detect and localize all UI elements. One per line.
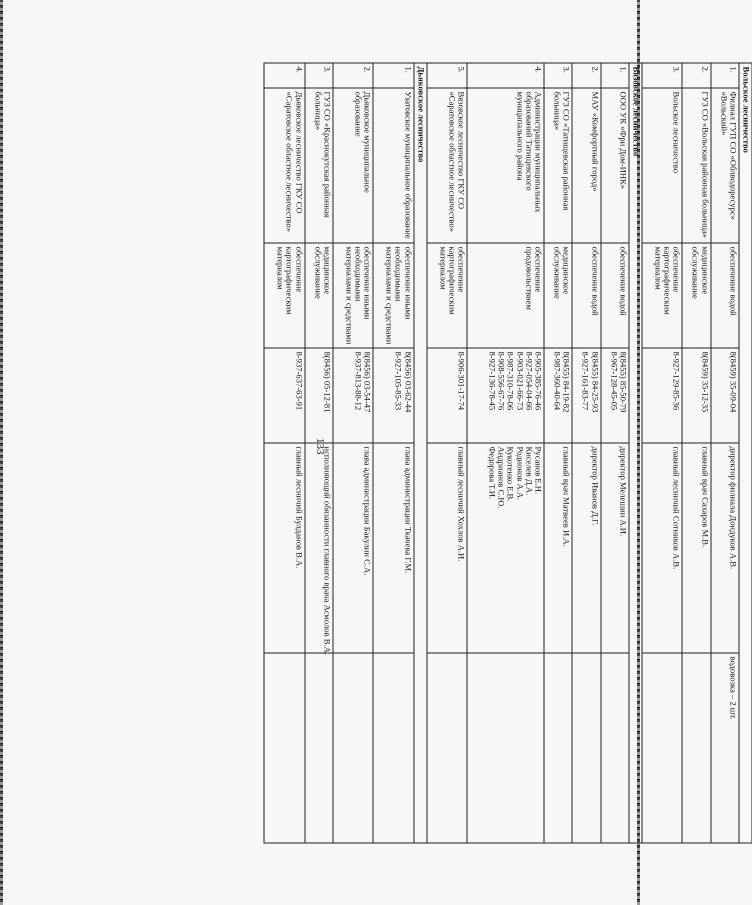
responsible-person: главный лесничий Сотников А.В. <box>671 446 682 570</box>
responsible-person: глава администрации Ткачева Г.М. <box>402 446 413 574</box>
phone-number: 8(8456) 05-12-81 <box>321 351 332 413</box>
responsible-person: директор филиала Дондуков А.В. <box>728 446 738 570</box>
row-number: 5. <box>426 63 466 88</box>
table-row <box>544 63 572 843</box>
page-number: 133 <box>314 438 326 455</box>
responsible-person: Федорова Т.И. <box>486 446 497 500</box>
phone-number: 8(8459) 35-09-04 <box>728 351 738 413</box>
responsible-person-cell <box>426 443 466 653</box>
phone-number: 8-903-021-66-73 <box>514 351 525 411</box>
service-cell: медицинское обслуживание <box>682 243 710 348</box>
phone-cell <box>304 348 332 443</box>
table-row <box>467 63 544 843</box>
responsible-person-cell <box>467 443 544 653</box>
service-cell: обеспечение продовольствием <box>467 243 544 348</box>
phone-number: 8-927-105-85-33 <box>393 351 404 411</box>
table-row <box>332 63 372 843</box>
phone-number: 8-927-161-83-77 <box>580 351 591 411</box>
organization-cell: ГУЗ СО «Краснокутская районная больница» <box>304 88 332 243</box>
responsible-person: главный врач Сахаров М.В. <box>699 446 710 548</box>
phone-cell <box>426 348 466 443</box>
organization-cell: Вольское лесничество <box>641 88 681 243</box>
phone-number: 8(8455) 84-25-93 <box>589 351 600 413</box>
section-title-cell <box>628 63 641 843</box>
organization-cell: Дьяковское муниципальное образование <box>332 88 372 243</box>
responsible-person-cell <box>572 443 600 653</box>
responsible-person: исполняющий обязанности главного врача Асмолов В.А. <box>321 446 332 656</box>
phone-number: 8-906-301-17-74 <box>456 351 467 411</box>
phone-cell <box>682 348 710 443</box>
organization-cell: ГУЗ СО «Вольская районная больница» <box>682 88 710 243</box>
responsible-person-cell <box>373 443 413 653</box>
service-cell: обеспечение водой <box>600 243 628 348</box>
responsible-person: директор Мелешин А.И. <box>617 446 628 537</box>
responsible-person: директор Иванов Д.Г. <box>589 446 600 526</box>
organization-cell: ГУЗ СО «Татищевская районная больница» <box>544 88 572 243</box>
phone-number: 8(8456) 03-54-47 <box>362 351 373 413</box>
responsible-person: главный врач Матвеев И.А. <box>561 446 572 547</box>
phone-cell <box>600 348 628 443</box>
phone-number: 8-927-136-78-45 <box>486 351 497 411</box>
phone-number: 8-927-054-04-66 <box>523 351 534 411</box>
service-cell: медицинское обслуживание <box>304 243 332 348</box>
responsible-person: Андрианов С.Ю. <box>496 446 507 509</box>
responsible-person: Родионов А.А. <box>514 446 525 501</box>
table-row <box>572 63 600 843</box>
section-title: Вязовское лесничество <box>630 66 641 157</box>
equipment-cell <box>426 653 466 843</box>
row-number: 4. <box>467 63 544 88</box>
responsible-person-cell <box>600 443 628 653</box>
row-number: 4. <box>264 63 305 88</box>
rotated-table-container <box>263 63 752 843</box>
phone-number: 8-937-813-88-12 <box>352 351 363 411</box>
section-header-row <box>739 63 752 843</box>
table-row <box>682 63 710 843</box>
scan-edge-left <box>0 0 3 905</box>
phone-cell <box>467 348 544 443</box>
responsible-person-cell <box>682 443 710 653</box>
organization-cell: Дьяковское лесничество ГКУ СО «Саратовское областное лесничество» <box>264 88 305 243</box>
responsible-person: Русанов Е.Н. <box>533 446 544 495</box>
equipment-cell <box>373 653 413 843</box>
equipment-cell <box>304 653 332 843</box>
responsible-person-cell <box>264 443 305 653</box>
phone-number: 8-987-310-78-06 <box>505 351 516 411</box>
table-row <box>304 63 332 843</box>
section-header-row <box>628 63 641 843</box>
organization-cell: МАУ «Комфортный город» <box>572 88 600 243</box>
responsible-person: главный лесничий Булданов В.А. <box>293 446 304 569</box>
responsible-person: Киселев Д.А. <box>523 446 534 496</box>
equipment-cell <box>572 653 600 843</box>
phone-number: 8(8455) 84-19-82 <box>561 351 572 413</box>
section-header-row <box>413 63 426 843</box>
service-cell: обеспечение иными необходимыми материалами и средствами <box>332 243 372 348</box>
phone-number: 8-905-385-76-46 <box>533 351 544 411</box>
row-number: 2. <box>332 63 372 88</box>
row-number: 2. <box>682 63 710 88</box>
table-row <box>426 63 466 843</box>
resources-table <box>263 63 752 844</box>
section-title-cell <box>739 63 752 843</box>
phone-cell <box>572 348 600 443</box>
row-number: 2. <box>572 63 600 88</box>
responsible-person: Кукотенко Е.В. <box>505 446 516 502</box>
phone-cell <box>710 348 738 443</box>
service-cell: обеспечение картографическим материалом <box>426 243 466 348</box>
row-number: 1. <box>373 63 413 88</box>
responsible-person-cell <box>641 443 681 653</box>
phone-cell <box>264 348 305 443</box>
phone-cell <box>641 348 681 443</box>
equipment-cell <box>600 653 628 843</box>
phone-number: 8-967-128-45-05 <box>608 351 619 411</box>
phone-number: 8-937-637-63-91 <box>293 351 304 411</box>
organization-cell: Филиал ГУП СО «Облводоресурс» «Вольский» <box>710 88 738 243</box>
section-title: Вольское лесничество <box>741 66 751 153</box>
service-cell: обеспечение картографическим материалом <box>264 243 305 348</box>
organization-cell: ООО УК «Фри Дом-ИНК» <box>600 88 628 243</box>
section-title: Дьяковское лесничество <box>415 66 426 163</box>
equipment-cell <box>544 653 572 843</box>
section-title-cell <box>413 63 426 843</box>
phone-cell <box>332 348 372 443</box>
table-row <box>264 63 305 843</box>
organization-cell: Администрации муниципальных образований Татищевского муниципального района <box>467 88 544 243</box>
table-row <box>373 63 413 843</box>
service-cell: обеспечение иными необходимыми материалами и средствами <box>373 243 413 348</box>
phone-number: 8-987-360-40-64 <box>552 351 563 411</box>
responsible-person: глава администрации Бакулин С.А. <box>362 446 373 576</box>
phone-cell <box>373 348 413 443</box>
row-number: 1. <box>600 63 628 88</box>
phone-number: 8(8456) 03-62-44 <box>402 351 413 413</box>
phone-number: 8(8459) 35-12-35 <box>699 351 710 413</box>
table-row <box>641 63 681 843</box>
phone-number: 8-927-129-85-36 <box>671 351 682 411</box>
equipment-cell <box>467 653 544 843</box>
phone-cell <box>544 348 572 443</box>
responsible-person-cell <box>710 443 738 653</box>
service-cell: медицинское обслуживание <box>544 243 572 348</box>
phone-number: 8-908-556-67-76 <box>496 351 507 411</box>
responsible-person-cell <box>304 443 332 656</box>
service-cell: обеспечение водой <box>572 243 600 348</box>
organization-cell: Вязовское лесничество ГКУ СО «Саратовское областное лесничество» <box>426 88 466 243</box>
equipment-cell: водовозка – 2 шт. <box>710 653 738 843</box>
phone-number: 8(8455) 85-50-79 <box>617 351 628 413</box>
row-number: 3. <box>304 63 332 88</box>
equipment-cell <box>332 653 372 843</box>
table-row <box>600 63 628 843</box>
equipment-cell <box>264 653 305 843</box>
equipment-cell <box>682 653 710 843</box>
service-cell: обеспечение картографическим материалом <box>641 243 681 348</box>
organization-cell: Узатовское муниципальное образование <box>373 88 413 243</box>
equipment-cell <box>641 653 681 843</box>
row-number: 1. <box>710 63 738 88</box>
responsible-person-cell <box>332 443 372 653</box>
table-row <box>710 63 738 843</box>
row-number: 3. <box>544 63 572 88</box>
responsible-person: главный лесничий Хохлов А.И. <box>456 446 467 562</box>
row-number: 3. <box>641 63 681 88</box>
responsible-person-cell <box>544 443 572 653</box>
service-cell: обеспечение водой <box>710 243 738 348</box>
